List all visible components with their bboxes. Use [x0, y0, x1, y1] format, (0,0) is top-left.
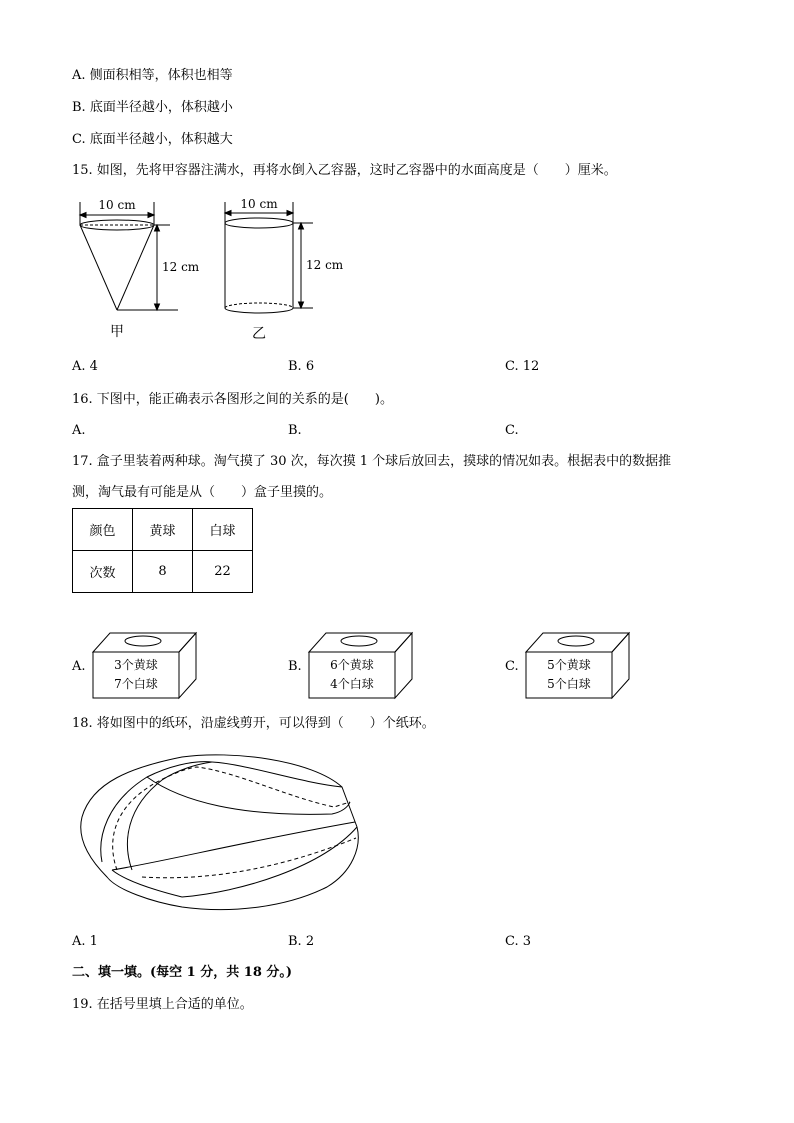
q19-question: 19. 在括号里填上合适的单位。 — [72, 997, 253, 1012]
q15-option-a: A. 4 — [72, 359, 98, 374]
q14-option-a: A. 侧面积相等，体积也相等 — [72, 68, 233, 83]
ball-count-table — [72, 508, 253, 593]
table-cell: 次数 — [73, 551, 133, 593]
q18-option-c: C. 3 — [505, 934, 532, 949]
table-header-cell: 黄球 — [133, 509, 193, 551]
box-b-line1: 6个黄球 — [330, 658, 374, 672]
q14-option-b: B. 底面半径越小，体积越小 — [72, 100, 233, 115]
table-header-cell: 白球 — [193, 509, 253, 551]
table-cell: 8 — [133, 551, 193, 593]
box-b-line2: 4个白球 — [330, 677, 374, 691]
cone-height-label: 12 cm — [162, 260, 200, 274]
q18-question: 18. 将如图中的纸环，沿虚线剪开，可以得到（ ）个纸环。 — [72, 716, 435, 731]
box-b — [308, 632, 418, 702]
box-c-line2: 5个白球 — [547, 677, 591, 691]
paper-ring-figure — [72, 752, 372, 917]
cylinder-height-label: 12 cm — [306, 258, 344, 272]
q16-option-a: A. — [72, 423, 86, 438]
q17-question-line2: 测，淘气最有可能是从（ ）盒子里摸的。 — [72, 485, 333, 500]
cone-figure — [70, 195, 210, 345]
q16-option-b: B. — [288, 423, 302, 438]
cylinder-figure — [215, 195, 355, 345]
table-row — [73, 551, 253, 593]
q15-option-c: C. 12 — [505, 359, 540, 374]
q18-option-a: A. 1 — [72, 934, 98, 949]
table-row — [73, 509, 253, 551]
q17-question-line1: 17. 盒子里装着两种球。淘气摸了 30 次，每次摸 1 个球后放回去，摸球的情况如表。根据表中的数据推 — [72, 454, 672, 469]
cylinder-name-label: 乙 — [252, 326, 266, 342]
box-a-line2: 7个白球 — [114, 677, 158, 691]
box-c — [525, 632, 635, 702]
q17-option-a-label: A. — [72, 659, 86, 674]
box-c-line1: 5个黄球 — [547, 658, 591, 672]
cone-diameter-label: 10 cm — [98, 198, 136, 212]
table-cell: 22 — [193, 551, 253, 593]
q16-option-c: C. — [505, 423, 519, 438]
q18-option-b: B. 2 — [288, 934, 315, 949]
section-2-title: 二、填一填。(每空 1 分，共 18 分。) — [72, 965, 293, 980]
box-a — [92, 632, 202, 702]
q14-option-c: C. 底面半径越小，体积越大 — [72, 132, 233, 147]
q16-question: 16. 下图中，能正确表示各图形之间的关系的是( )。 — [72, 392, 393, 407]
q15-option-b: B. 6 — [288, 359, 315, 374]
cylinder-diameter-label: 10 cm — [240, 197, 278, 211]
cone-name-label: 甲 — [110, 324, 124, 340]
q15-question: 15. 如图，先将甲容器注满水，再将水倒入乙容器，这时乙容器中的水面高度是（ ）厘米。 — [72, 163, 617, 178]
box-a-line1: 3个黄球 — [114, 658, 158, 672]
q17-option-c-label: C. — [505, 659, 519, 674]
table-header-cell: 颜色 — [73, 509, 133, 551]
q17-option-b-label: B. — [288, 659, 302, 674]
